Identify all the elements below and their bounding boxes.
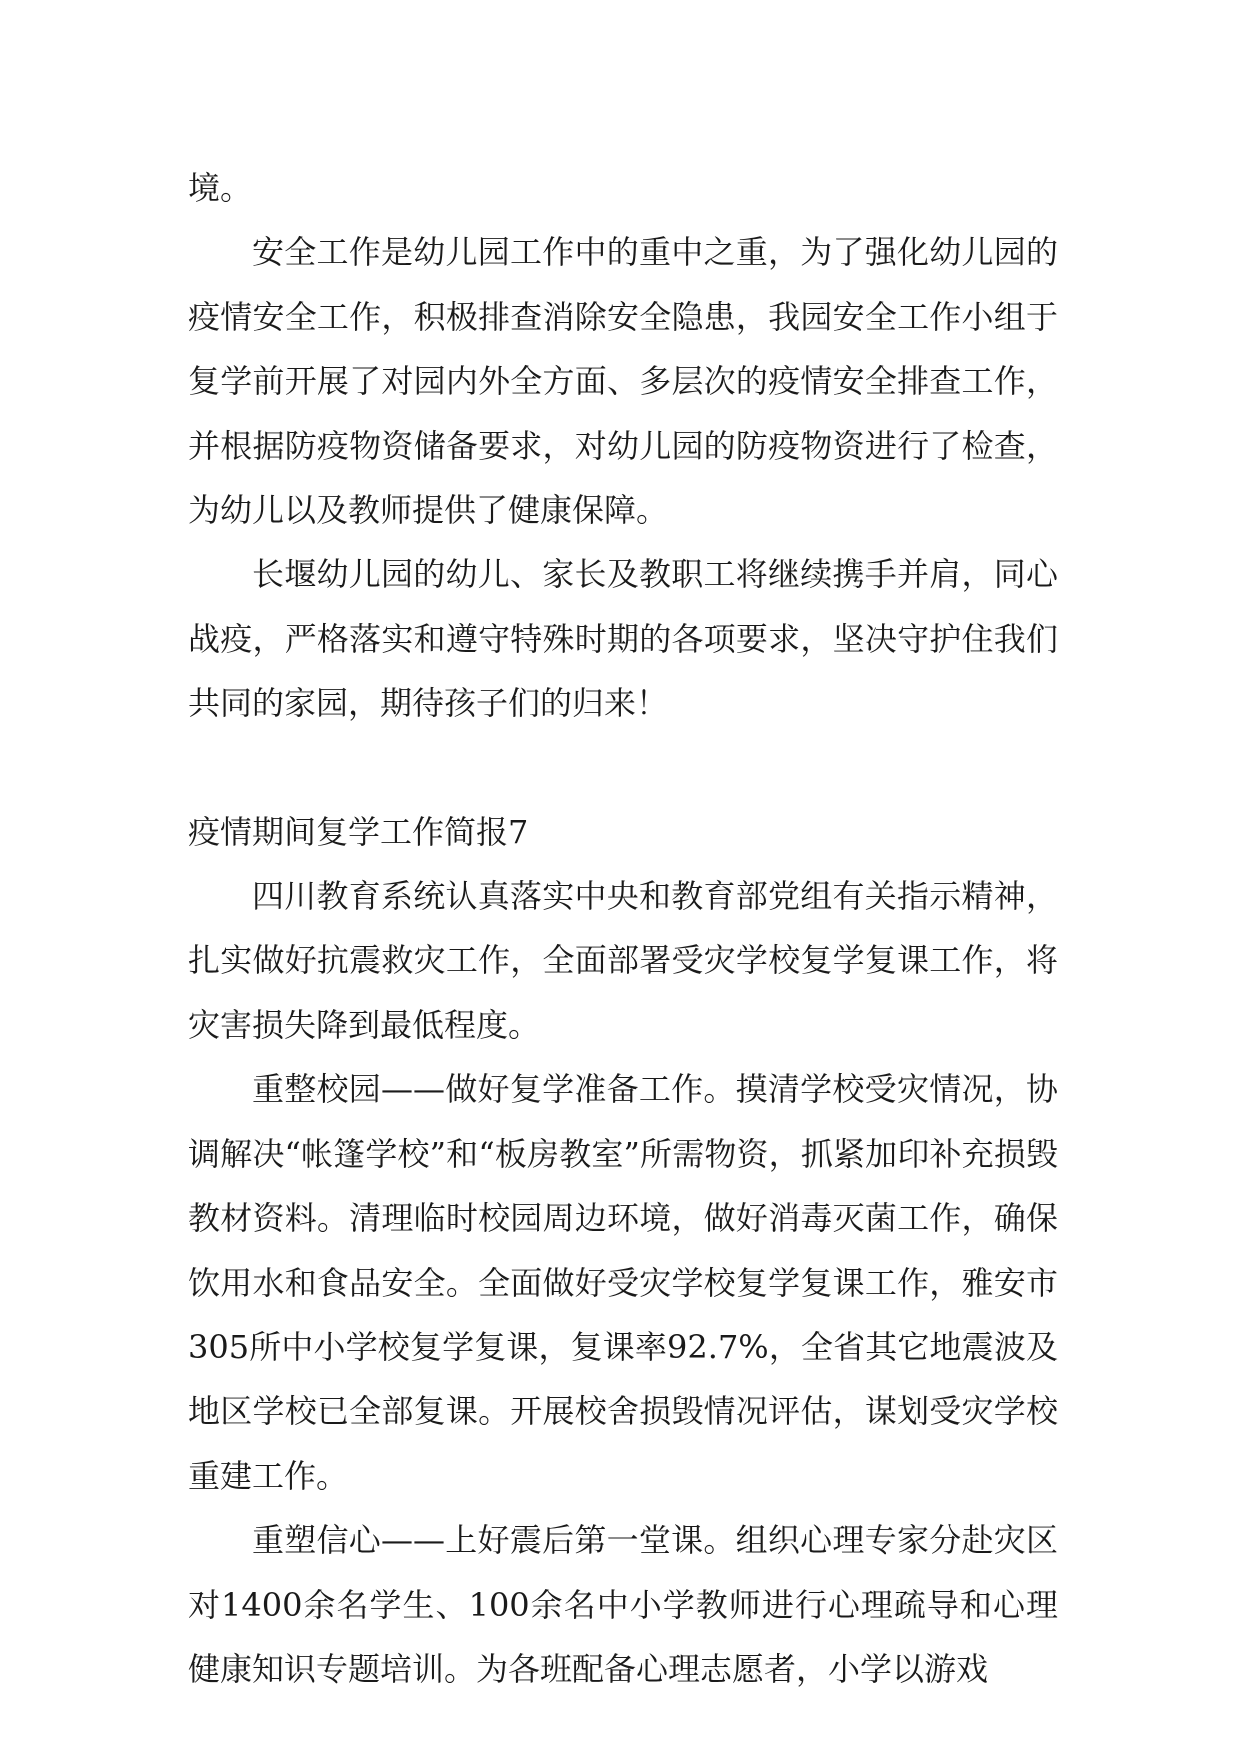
paragraph-safety-work: 安全工作是幼儿园工作中的重中之重，为了强化幼儿园的疫情安全工作，积极排查消除安全隐患，我园安全工作小组于复学前开展了对园内外全方面、多层次的疫情安全排查工作，并根据防疫物资储备要求，对幼儿园的防疫物资进行了检查，为幼儿以及教师提供了健康保障。 <box>188 233 1058 530</box>
document-body <box>188 156 1058 1701</box>
paragraph-sichuan-intro: 四川教育系统认真落实中央和教育部党组有关指示精神，扎实做好抗震救灾工作，全面部署受灾学校复学复课工作，将灾害损失降到最低程度。 <box>188 877 1058 1044</box>
paragraph-continuation: 境。 <box>188 169 253 207</box>
section-title: 疫情期间复学工作简报7 <box>188 812 529 851</box>
paragraph-kindergarten-closing: 长堰幼儿园的幼儿、家长及教职工将继续携手并肩，同心战疫，严格落实和遵守特殊时期的各项要求，坚决守护住我们共同的家园，期待孩子们的归来！ <box>188 555 1058 723</box>
paragraph-rebuild-campus: 重整校园——做好复学准备工作。摸清学校受灾情况，协调解决“帐篷学校”和“板房教室”所需物资，抓紧加印补充损毁教材资料。清理临时校园周边环境，做好消毒灭菌工作，确保饮用水和食品安全。全面做好受灾学校复学复课工作，雅安市305所中小学校复学复课，复课率92.7%，全省其它地震波及地区学校已全部复课。开展校舍损毁情况评估，谋划受灾学校重建工作。 <box>188 1070 1058 1495</box>
paragraph-rebuild-confidence: 重塑信心——上好震后第一堂课。组织心理专家分赴灾区对1400余名学生、100余名中小学教师进行心理疏导和心理健康知识专题培训。为各班配备心理志愿者，小学以游戏 <box>188 1521 1058 1688</box>
